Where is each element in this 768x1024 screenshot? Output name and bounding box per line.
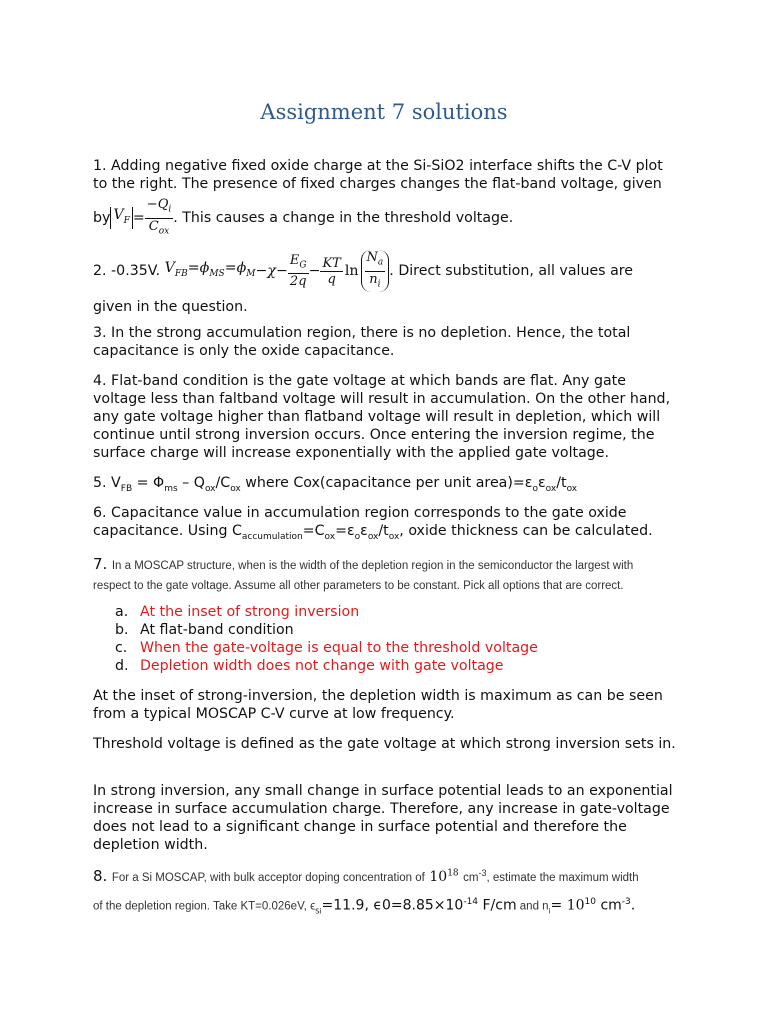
question-7 (93, 555, 693, 595)
answer-5: 5. $V_{FB} = \Phi_{ms} - Q_{ox}/C_{ox}$ where Cox(capacitance per unit $area)=\varepsilon_o\varepsilon_{ox}/t_{ox}$ (93, 475, 578, 494)
doping-value: $10^{18}$ (429, 868, 459, 885)
option-c-text: When the gate-voltage is equal to the threshold voltage (140, 640, 538, 656)
numerator-subscript: i (168, 204, 172, 215)
answer-3: 3. In the strong accumulation region, there is no depletion. Hence, the total capacitance is only the oxide capacitance. (93, 325, 631, 359)
answer-1-line-2: to the right. The presence of fixed charges changes the flat-band voltage, given (93, 176, 662, 192)
kt-over-q-fraction: $\frac{KT}{q}$ (322, 255, 341, 287)
minus-sign: − (308, 263, 321, 280)
option-a (115, 603, 675, 621)
option-b (115, 621, 675, 639)
answer-2-equation-line (93, 250, 683, 292)
page-title: Assignment 7 solutions (260, 100, 508, 124)
answer-2-lead: 2. -0.35V. (93, 263, 161, 280)
by-text: by (93, 210, 111, 227)
option-a-label: a. (115, 604, 129, 620)
eg-over-2q-fraction: $\frac{E_G}{2q}$ (289, 252, 307, 290)
option-b-text: At flat-band condition (140, 622, 294, 638)
qi-over-cox-fraction (145, 197, 173, 239)
question-8-number: 8. (93, 866, 108, 885)
na-over-ni-parenthesis (361, 250, 390, 292)
option-a-text: At the inset of strong inversion (140, 604, 360, 620)
answer-2 (93, 250, 683, 316)
option-d-text: Depletion width does not change with gate voltage (140, 658, 504, 674)
phi-ms: $=\phi_{MS}$ (187, 260, 225, 279)
ln-operator: ln (344, 263, 359, 280)
explanation-3: In strong inversion, any small change in surface potential leads to an exponential increase in surface accumulation charge. Therefore, any increase in gate-voltage does not lead to a significant change in surface potential and therefore the depletion width. (93, 783, 673, 853)
vfb-symbol: $V_{FB}$ (164, 260, 188, 279)
chi-term: −χ− (255, 263, 288, 280)
vf-symbol: V (113, 207, 124, 224)
answer-6 (93, 504, 683, 546)
explanation-2: Threshold voltage is defined as the gate voltage at which strong inversion sets in. (93, 736, 676, 752)
answer-1-line-1: 1. Adding negative fixed oxide charge at the Si-SiO2 interface shifts the C-V plot (93, 158, 663, 174)
vf-abs (110, 207, 133, 229)
explanation-1: At the inset of strong-inversion, the depletion width is maximum as can be seen from a typical MOSCAP C-V curve at low frequency. (93, 688, 663, 722)
answer-6-line-2: capacitance. Using $C_{accumulation}=C_{ox}=\varepsilon_o\varepsilon_{ox}/t_{ox}$, oxide thickness can be calculated. (93, 523, 653, 542)
fraction-numerator: −Q (146, 197, 169, 212)
answer-1-equation-line (93, 197, 683, 239)
answer-1-tail: . This causes a change in the threshold voltage. (173, 210, 514, 227)
answer-4: 4. Flat-band condition is the gate voltage at which bands are flat. Any gate voltage less than faltband voltage will result in accumulation. On the other hand, any gate voltage higher than flatband voltage will result in depletion, which will continue until strong inversion occurs. Once entering the inversion regime, the surface charge will increase exponentially with the applied gate voltage. (93, 373, 671, 461)
na-over-ni-fraction: $\frac{N_a}{n_i}$ (366, 250, 384, 290)
answer-6-line-1: 6. Capacitance value in accumulation region corresponds to the gate oxide (93, 505, 627, 521)
option-d (115, 657, 675, 675)
option-d-label: d. (115, 658, 129, 674)
question-7-number: 7. (93, 555, 108, 573)
option-c-label: c. (115, 640, 128, 656)
option-b-label: b. (115, 622, 129, 638)
equals-sign: = (132, 210, 145, 227)
question-8: 8. For a Si MOSCAP, with bulk acceptor doping concentration of $10^{18}$ $cm^{-3}$, estimate the maximum width of the depletion region. Take KT=0.026eV, $\epsilon_{Si}=11.9$, $\epsilon 0=8.85\times 10^{-14}$ F/cm and $n_i= 10^{10}$ $cm^{-3}$. (93, 864, 693, 920)
question-8-line-2: of the depletion region. Take KT=0.026eV, $\epsilon_{Si}=11.9$, $\epsilon 0=8.85\times 10^{-14}$ F/cm and $n_i= 10^{10}$ $cm^{-3}$. (93, 896, 636, 916)
fraction-denominator: C (148, 218, 159, 234)
phi-m: $=\phi_M$ (224, 260, 256, 279)
vf-subscript: F (123, 216, 130, 226)
denominator-subscript: ox (158, 226, 170, 237)
question-8-line-1a: For a Si MOSCAP, with bulk acceptor doping concentration of (111, 871, 425, 884)
answer-2-line-2: given in the question. (93, 299, 248, 316)
question-7-line-1: In a MOSCAP structure, when is the width of the depletion region in the semiconductor the largest with (111, 560, 634, 572)
option-c (115, 639, 675, 657)
answer-2-tail: . Direct substitution, all values are (389, 263, 634, 280)
question-7-options (115, 603, 675, 675)
answer-1 (93, 157, 683, 239)
question-7-line-2: respect to the gate voltage. Assume all other parameters to be constant. Pick all options that are correct. (93, 580, 624, 592)
